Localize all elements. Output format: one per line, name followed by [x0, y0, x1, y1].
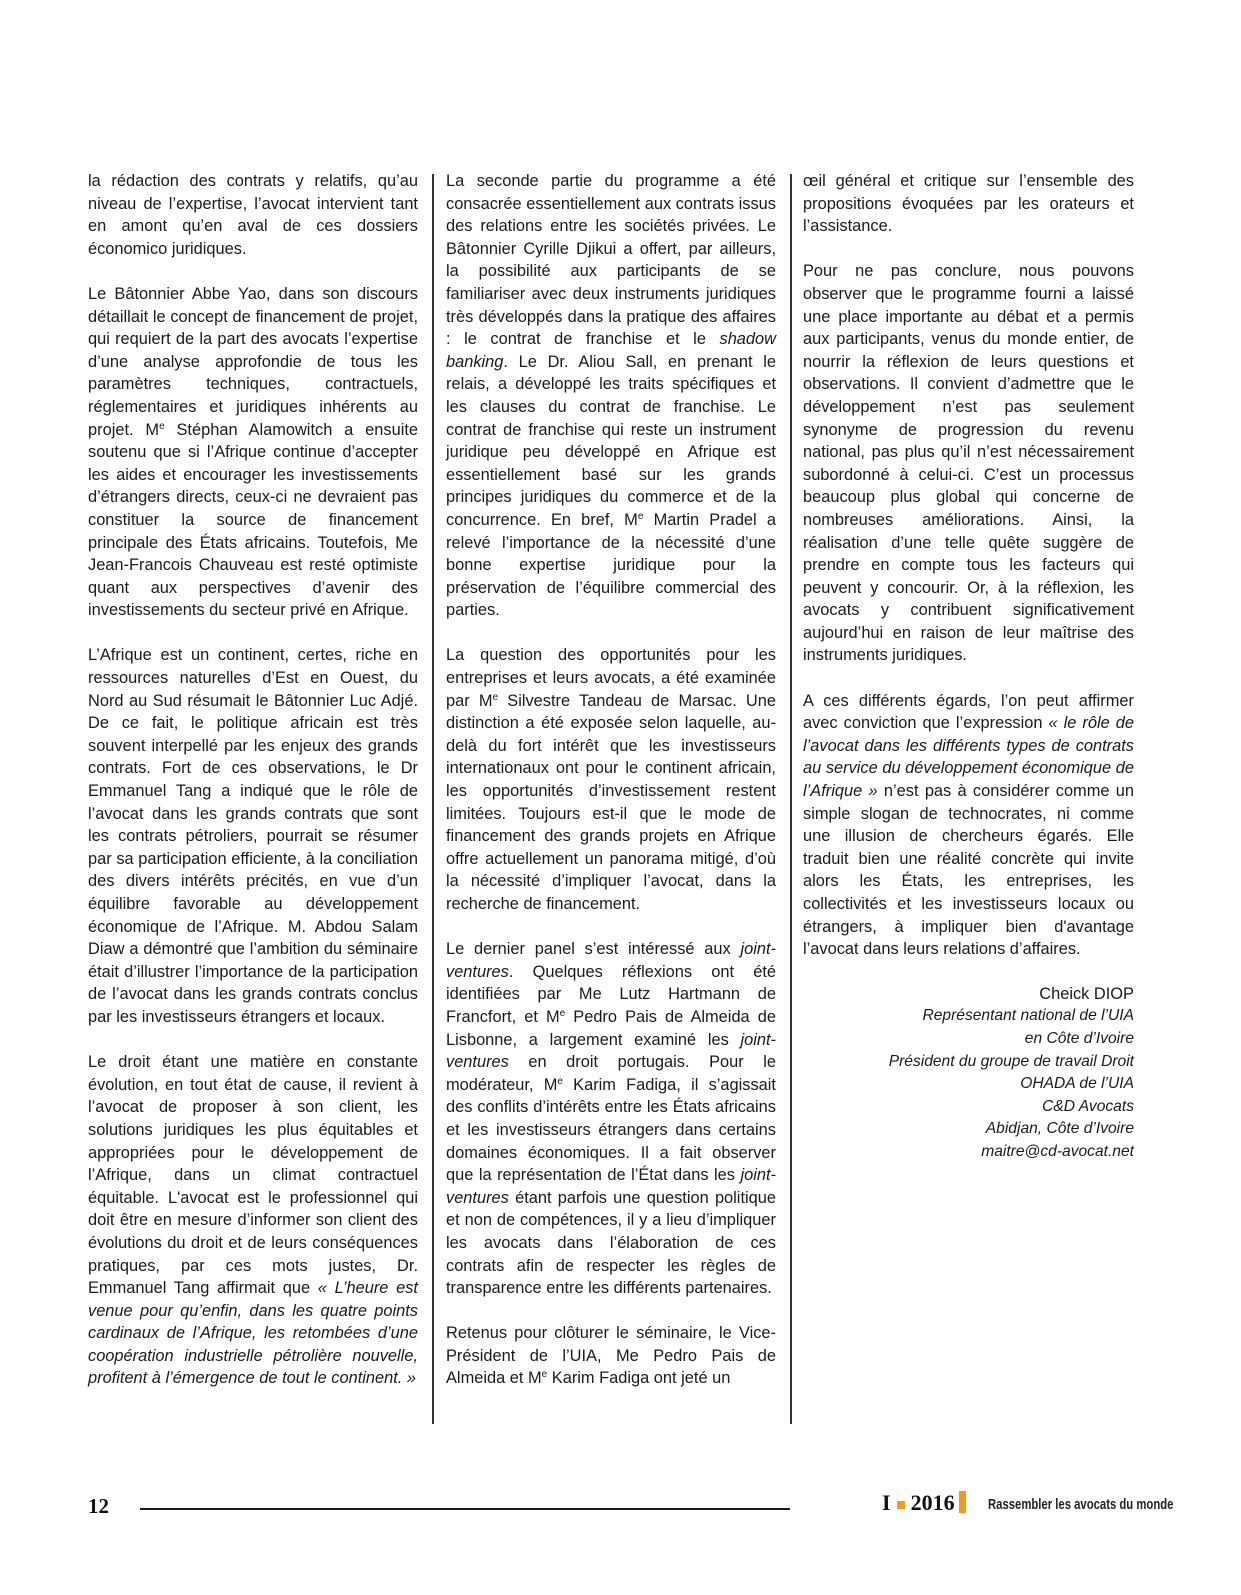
author-firm: C&D Avocats [1042, 1097, 1134, 1115]
issue-number: I [882, 1490, 891, 1515]
paragraph: Pour ne pas conclure, nous pouvons observer que le programme fourni a laissé une place importante au débat et a permis aux participants, venus du monde entier, de nourrir la réflexion de leurs questions et observations. Il convient d’admettre que le développement n’est pas seulement synonyme de progression du revenu national, pas plus qu’il n’est nécessairement subordonné à celui-ci. C’est un processus beaucoup plus global qui concerne de nombreuses améliorations. Ainsi, la réalisation d’une telle quête suggère de prendre en compte tous les facteurs qui peuvent y concourir. Or, à la réflexion, les avocats y contribuent significativement aujourd’hui en raison de leur maîtrise des instruments juridiques. [803, 262, 1134, 665]
column-divider [790, 174, 792, 1424]
magazine-tagline: Rassembler les avocats du monde [988, 1497, 1174, 1513]
paragraph: la rédaction des contrats y relatifs, qu’au niveau de l’expertise, l’avocat intervient tant en amont qu’en aval de ces dossiers économico juridiques. [88, 172, 418, 258]
author-location: Abidjan, Côte d’Ivoire [985, 1120, 1134, 1138]
paragraph: Retenus pour clôturer le séminaire, le Vice-Président de l’UIA, Me Pedro Pais de Almeida et Me Karim Fadiga ont jeté un [446, 1324, 776, 1388]
author-title: Président du groupe de travail Droit [888, 1052, 1134, 1070]
article-column-2 [446, 170, 776, 1390]
issue-year: 2016 [910, 1490, 955, 1515]
paragraph: L’Afrique est un continent, certes, riche en ressources naturelles d’Est en Ouest, du Nord au Sud résumait le Bâtonnier Luc Adjé. De ce fait, le politique africain est très souvent interpellé par les enjeux des grands contrats. Fort de ces observations, le Dr Emmanuel Tang a indiqué que le rôle de l’avocat dans les grands contrats que sont les contrats pétroliers, pourrait se résumer par sa participation efficiente, à la conciliation des divers intérêts précités, en vue d’un équilibre favorable au développement économique de l’Afrique. M. Abdou Salam Diaw a démontré que l’ambition du séminaire était d’illustrer l’importance de la participation de l’avocat dans les grands contrats conclus par les investisseurs étrangers et locaux. [88, 646, 418, 1026]
author-email[interactable]: maitre@cd-avocat.net [981, 1142, 1134, 1160]
article-column-3 [803, 170, 1134, 1164]
author-title: en Côte d’Ivoire [1024, 1029, 1134, 1047]
paragraph: A ces différents égards, l’on peut affirmer avec conviction que l’expression « le rôle de l’avocat dans les différents types de contrats au service du développement économique de l’Afrique » n’est pas à considérer comme un simple slogan de technocrates, ni comme une illusion de chercheurs égarés. Elle traduit bien une réalité concrète qui invite alors les États, les entreprises, les collectivités et les investisseurs locaux ou étrangers, à impliquer bien d'avantage l’avocat dans leurs relations d’affaires. [803, 691, 1134, 959]
page-number: 12 [88, 1494, 109, 1518]
author-signature [803, 983, 1134, 1164]
article-column-1 [88, 170, 418, 1390]
page-footer [0, 1488, 1241, 1528]
column-divider [432, 174, 434, 1424]
paragraph: Le droit étant une matière en constante évolution, en tout état de cause, il revient à l’avocat de proposer à son client, les solutions juridiques les plus équitables et appropriées pour le développement de l’Afrique, dans un climat contractuel équitable. L'avocat est le professionnel qui doit être en mesure d’informer son client des évolutions du droit et de leurs conséquences pratiques, par ces mots justes, Dr. Emmanuel Tang affirmait que « L’heure est venue pour qu’enfin, dans les quatre points cardinaux de l’Afrique, les retombées d’une coopération industrielle pétrolière nouvelle, profitent à l’émergence de tout le continent. » [88, 1053, 418, 1388]
column-3-body [803, 170, 1134, 961]
paragraph: Le Bâtonnier Abbe Yao, dans son discours détaillait le concept de financement de projet, qui requiert de la part des avocats l’expertise d’une analyse approfondie de tous les paramètres techniques, contractuels, réglementaires et juridiques inhérents au projet. Me Stéphan Alamowitch a ensuite soutenu que si l’Afrique continue d’accepter les aides et encourager les investissements d’étrangers directs, ceux-ci ne devraient pas constituer la source de financement principale des États africains. Toutefois, Me Jean-Francois Chauveau est resté optimiste quant aux perspectives d’avenir des investissements du secteur privé en Afrique. [88, 284, 418, 620]
footer-rule [140, 1508, 790, 1510]
author-title: Représentant national de l’UIA [922, 1007, 1134, 1025]
issue-label [882, 1490, 966, 1516]
orange-square-icon [897, 1501, 905, 1509]
paragraph: La seconde partie du programme a été consacrée essentiellement aux contrats issus des relations entre les sociétés privées. Le Bâtonnier Cyrille Djikui a offert, par ailleurs, la possibilité aux participants de se familiariser avec deux instruments juridiques très développés dans la pratique des affaires : le contrat de franchise et le shadow banking. Le Dr. Aliou Sall, en prenant le relais, a développé les traits spécifiques et les clauses du contrat de franchise. Le contrat de franchise qui reste un instrument juridique peu développé en Afrique est essentiellement basé sur les grands principes juridiques du commerce et de la concurrence. En bref, Me Martin Pradel a relevé l’importance de la nécessité d’une bonne expertise juridique pour la préservation de l’équilibre commercial des parties. [446, 172, 776, 620]
paragraph: La question des opportunités pour les entreprises et leurs avocats, a été examinée par Me Silvestre Tandeau de Marsac. Une distinction a été exposée selon laquelle, au-delà du fort intérêt que les investisseurs internationaux ont pour le continent africain, les opportunités d’investissement restent limitées. Toujours est-il que le mode de financement des grands projets en Afrique offre actuellement un panorama mitigé, d’où la nécessité d’impliquer l’avocat, dans la recherche de financement. [446, 646, 776, 913]
paragraph: Le dernier panel s’est intéressé aux joint-ventures. Quelques réflexions ont été identifiées par Me Lutz Hartmann de Francfort, et Me Pedro Pais de Almeida de Lisbonne, a largement examiné les joint-ventures en droit portugais. Pour le modérateur, Me Karim Fadiga, il s’agissait des conflits d’intérêts entre les États africains et les investisseurs étrangers dans certains domaines économiques. Il a fait observer que la représentation de l’État dans les joint-ventures étant parfois une question politique et non de compétences, il y a lieu d’impliquer les avocats dans l’élaboration de ces contrats afin de respecter les règles de transparence entre les différents partenaires. [446, 940, 776, 1298]
author-title: OHADA de l’UIA [1020, 1075, 1134, 1093]
orange-bar-icon [959, 1491, 966, 1513]
paragraph: œil général et critique sur l’ensemble des propositions évoquées par les orateurs et l’assistance. [803, 172, 1134, 236]
author-name: Cheick DIOP [1039, 984, 1134, 1003]
